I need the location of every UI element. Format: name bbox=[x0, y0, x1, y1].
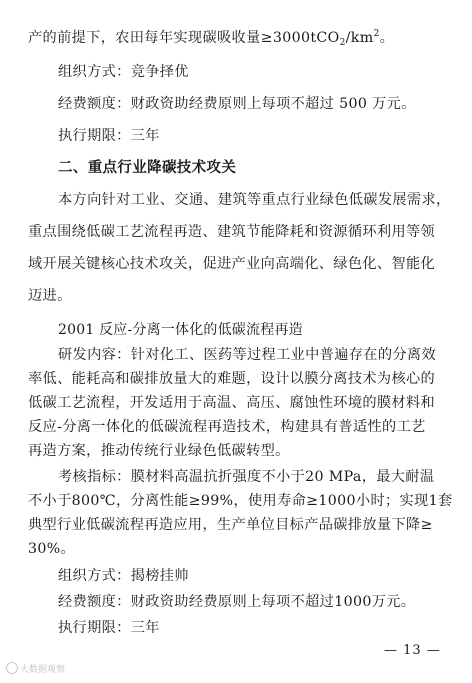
paragraph-line: 典型行业低碳流程再造应用，生产单位目标产品碳排放量下降≥ bbox=[28, 517, 433, 533]
watermark: 大数据观察 bbox=[6, 662, 65, 675]
paragraph-line: 重点围绕低碳工艺流程再造、建筑节能降耗和资源循环利用等领 bbox=[28, 224, 436, 240]
organization-method: 组织方式：竞争择优 bbox=[58, 64, 189, 80]
paragraph-line: 域开展关键核心技术攻关，促进产业向高端化、绿色化、智能化 bbox=[28, 256, 436, 272]
paragraph-line: 率低、能耗高和碳排放量大的难题，设计以膜分离技术为核心的 bbox=[28, 371, 436, 387]
paragraph-line: 30%。 bbox=[28, 541, 76, 557]
paragraph-line: 本方向针对工业、交通、建筑等重点行业绿色低碳发展需求， bbox=[58, 192, 451, 208]
paragraph-line: 不小于800℃，分离性能≥99%，使用寿命≥1000小时；实现1套 bbox=[28, 493, 453, 509]
organization-method-2: 组织方式：揭榜挂帅 bbox=[58, 568, 189, 584]
paragraph-line: 产的前提下，农田每年实现碳吸收量$\ge 3000tCO_2/km^2$。 bbox=[28, 29, 395, 48]
research-content: 研发内容：针对化工、医药等过程工业中普遍存在的分离效 bbox=[58, 347, 436, 363]
funding-amount: 经费额度：财政资助经费原则上每项不超过 500 万元。 bbox=[58, 96, 416, 112]
page-number: — 13 — bbox=[384, 643, 441, 658]
section-heading: 二、重点行业降碳技术攻关 bbox=[58, 160, 237, 176]
funding-amount-2: 经费额度：财政资助经费原则上每项不超过1000万元。 bbox=[58, 594, 416, 610]
paragraph-line: 迈进。 bbox=[28, 288, 72, 304]
paragraph-line: 再造方案，推动传统行业绿色低碳转型。 bbox=[28, 443, 290, 459]
assessment-indicators: 考核指标：膜材料高温抗折强度不小于20 MPa，最大耐温 bbox=[58, 469, 435, 485]
watermark-logo-icon bbox=[6, 662, 18, 674]
paragraph-line: 反应-分离一体化的低碳流程再造技术，构建具有普适性的工艺 bbox=[28, 419, 426, 435]
execution-period-2: 执行期限：三年 bbox=[58, 620, 160, 636]
execution-period: 执行期限：三年 bbox=[58, 128, 160, 144]
paragraph-line: 低碳工艺流程，开发适用于高温、高压、腐蚀性环境的膜材料和 bbox=[28, 395, 436, 411]
project-title: 2001 反应-分离一体化的低碳流程再造 bbox=[58, 322, 303, 338]
